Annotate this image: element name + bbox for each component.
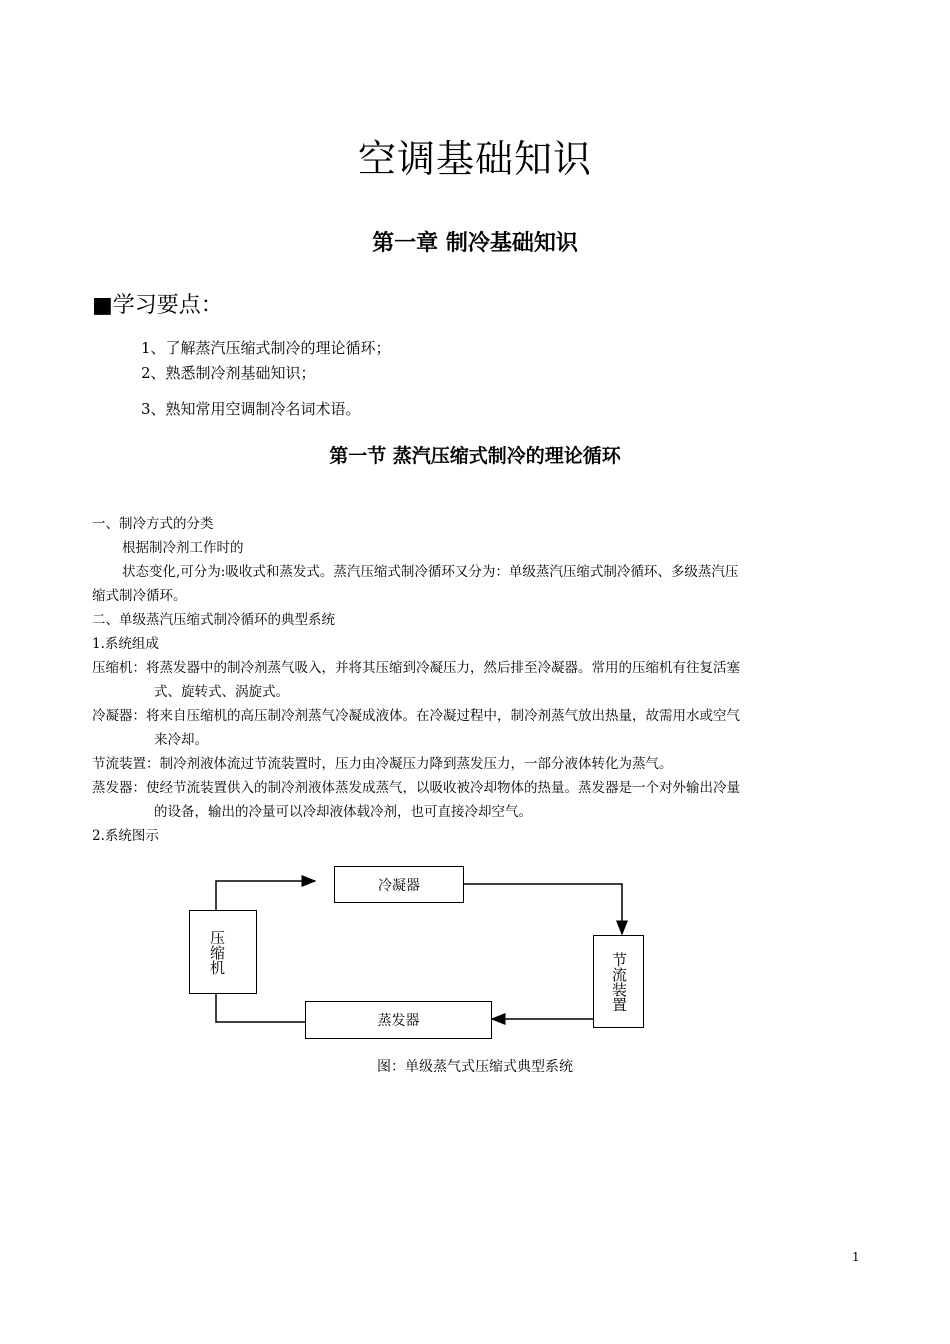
paragraph-line: 缩式制冷循环。 (92, 588, 187, 604)
paragraph-line: 二、单级蒸汽压缩式制冷循环的典型系统 (92, 612, 335, 628)
paragraph-line: 2.系统图示 (92, 828, 159, 844)
figure-caption: 图：单级蒸气式压缩式典型系统 (377, 1059, 573, 1075)
key-points-label: 学习要点： (112, 293, 223, 318)
paragraph-line: 压缩机：将蒸发器中的制冷剂蒸气吸入，并将其压缩到冷凝压力，然后排至冷凝器。常用的压缩机有往复活塞 (92, 660, 740, 676)
condenser-box (334, 866, 464, 903)
paragraph-line: 1.系统组成 (92, 636, 159, 652)
key-point-item: 1、了解蒸汽压缩式制冷的理论循环； (141, 339, 391, 357)
key-point-item: 3、熟知常用空调制冷名词术语。 (141, 400, 361, 418)
flow-line-evaporator-to-compressor (216, 993, 306, 1022)
evaporator-label: 蒸发器 (377, 1013, 420, 1029)
compressor-label: 压缩机 (208, 929, 226, 975)
throttle-device-box (593, 935, 644, 1028)
page-number: 1 (852, 1250, 860, 1264)
paragraph-line: 节流装置：制冷剂液体流过节流装置时，压力由冷凝压力降到蒸发压力，一部分液体转化为蒸气。 (92, 756, 673, 772)
chapter-title: 第一章 制冷基础知识 (372, 231, 578, 256)
paragraph-line: 状态变化,可分为:吸收式和蒸发式。蒸汽压缩式制冷循环又分为：单级蒸汽压缩式制冷循环、多级蒸汽压 (122, 564, 739, 580)
square-bullet-icon: ■ (92, 293, 113, 318)
paragraph-line: 式、旋转式、涡旋式。 (154, 684, 289, 700)
flow-line-compressor-to-condenser (216, 881, 315, 910)
condenser-label: 冷凝器 (378, 877, 420, 894)
paragraph-line: 蒸发器：使经节流装置供入的制冷剂液体蒸发成蒸气，以吸收被冷却物体的热量。蒸发器是一个对外输出冷量 (92, 780, 740, 796)
paragraph-line: 一、制冷方式的分类 (92, 516, 214, 532)
section-title: 第一节 蒸汽压缩式制冷的理论循环 (329, 445, 621, 467)
throttle-device-label: 节流装置 (610, 951, 628, 1012)
key-point-item: 2、熟悉制冷剂基础知识； (141, 364, 316, 382)
paragraph-line: 来冷却。 (154, 732, 208, 748)
evaporator-box (305, 1001, 492, 1039)
flow-line-condenser-to-throttle (463, 884, 622, 934)
compressor-box (189, 910, 257, 994)
paragraph-line: 根据制冷剂工作时的 (122, 540, 244, 556)
paragraph-line: 的设备，输出的冷量可以冷却液体载冷剂，也可直接冷却空气。 (154, 804, 532, 820)
paragraph-line: 冷凝器：将来自压缩机的高压制冷剂蒸气冷凝成液体。在冷凝过程中，制冷剂蒸气放出热量，故需用水或空气 (92, 708, 740, 724)
document-title: 空调基础知识 (357, 137, 592, 181)
